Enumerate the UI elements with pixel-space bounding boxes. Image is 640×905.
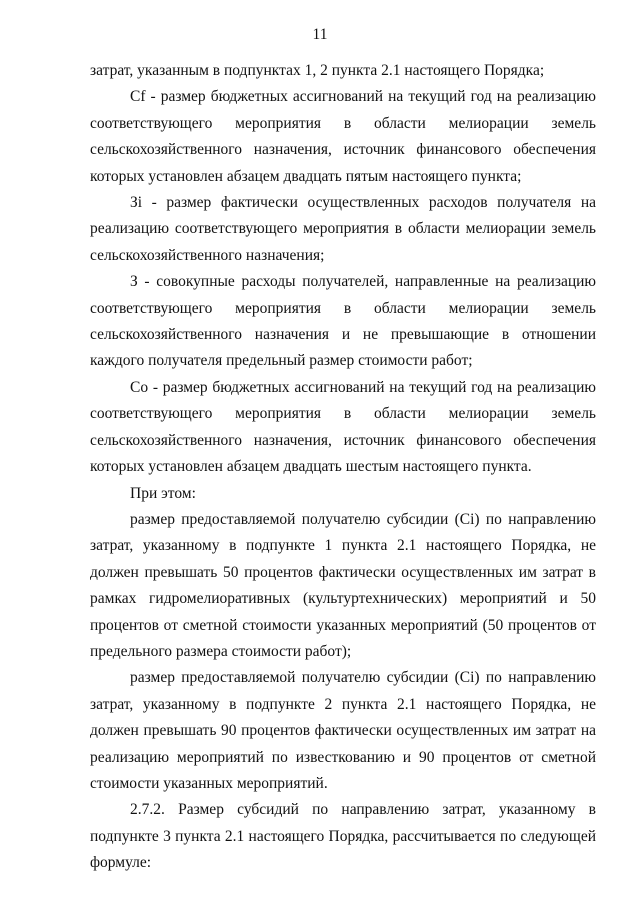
- paragraph-2-7-2: 2.7.2. Размер субсидий по направлению затрат, указанному в подпункте 3 пункта 2.1 настоящего Порядка, рассчитывается по следующей формуле:: [90, 801, 596, 872]
- document-body: [90, 58, 596, 877]
- paragraph-subsidy-limit-1: размер предоставляемой получателю субсидии (Ci) по направлению затрат, указанному в подпункте 1 пункта 2.1 настоящего Порядка, не должен превышать 50 процентов фактически осуществленных им затрат в рамках гидромелиоративных (культуртехнических) мероприятий и 50 процентов от сметной стоимости указанных мероприятий (50 процентов от предельного размера стоимости работ);: [90, 510, 596, 660]
- page-number: 11: [312, 26, 328, 43]
- paragraph-pri-etom: При этом:: [130, 484, 196, 502]
- paragraph-subsidy-limit-2: размер предоставляемой получателю субсидии (Ci) по направлению затрат, указанному в подпункте 2 пункта 2.1 настоящего Порядка, не должен превышать 90 процентов фактически осуществленных им затрат на реализацию мероприятий по известкованию и 90 процентов от сметной стоимости указанных мероприятий.: [90, 669, 596, 792]
- paragraph-co-definition: Co - размер бюджетных ассигнований на текущий год на реализацию соответствующего мероприятия в области мелиорации земель сельскохозяйственного назначения, источник финансового обеспечения которых установлен абзацем двадцать шестым настоящего пункта.: [90, 378, 596, 476]
- paragraph-continuation: затрат, указанным в подпунктах 1, 2 пункта 2.1 настоящего Порядка;: [90, 62, 545, 79]
- paragraph-z-definition: З - совокупные расходы получателей, направленные на реализацию соответствующего мероприятия в области мелиорации земель сельскохозяйственного назначения и не превышающие в отношении каждого получателя предельный размер стоимости работ;: [90, 273, 596, 370]
- paragraph-cf-definition: Cf - размер бюджетных ассигнований на текущий год на реализацию соответствующего мероприятия в области мелиорации земель сельскохозяйственного назначения, источник финансового обеспечения которых установлен абзацем двадцать пятым настоящего пункта;: [90, 88, 596, 185]
- paragraph-zi-definition: Зi - размер фактически осуществленных расходов получателя на реализацию соответствующего мероприятия в области мелиорации земель сельскохозяйственного назначения;: [90, 194, 596, 264]
